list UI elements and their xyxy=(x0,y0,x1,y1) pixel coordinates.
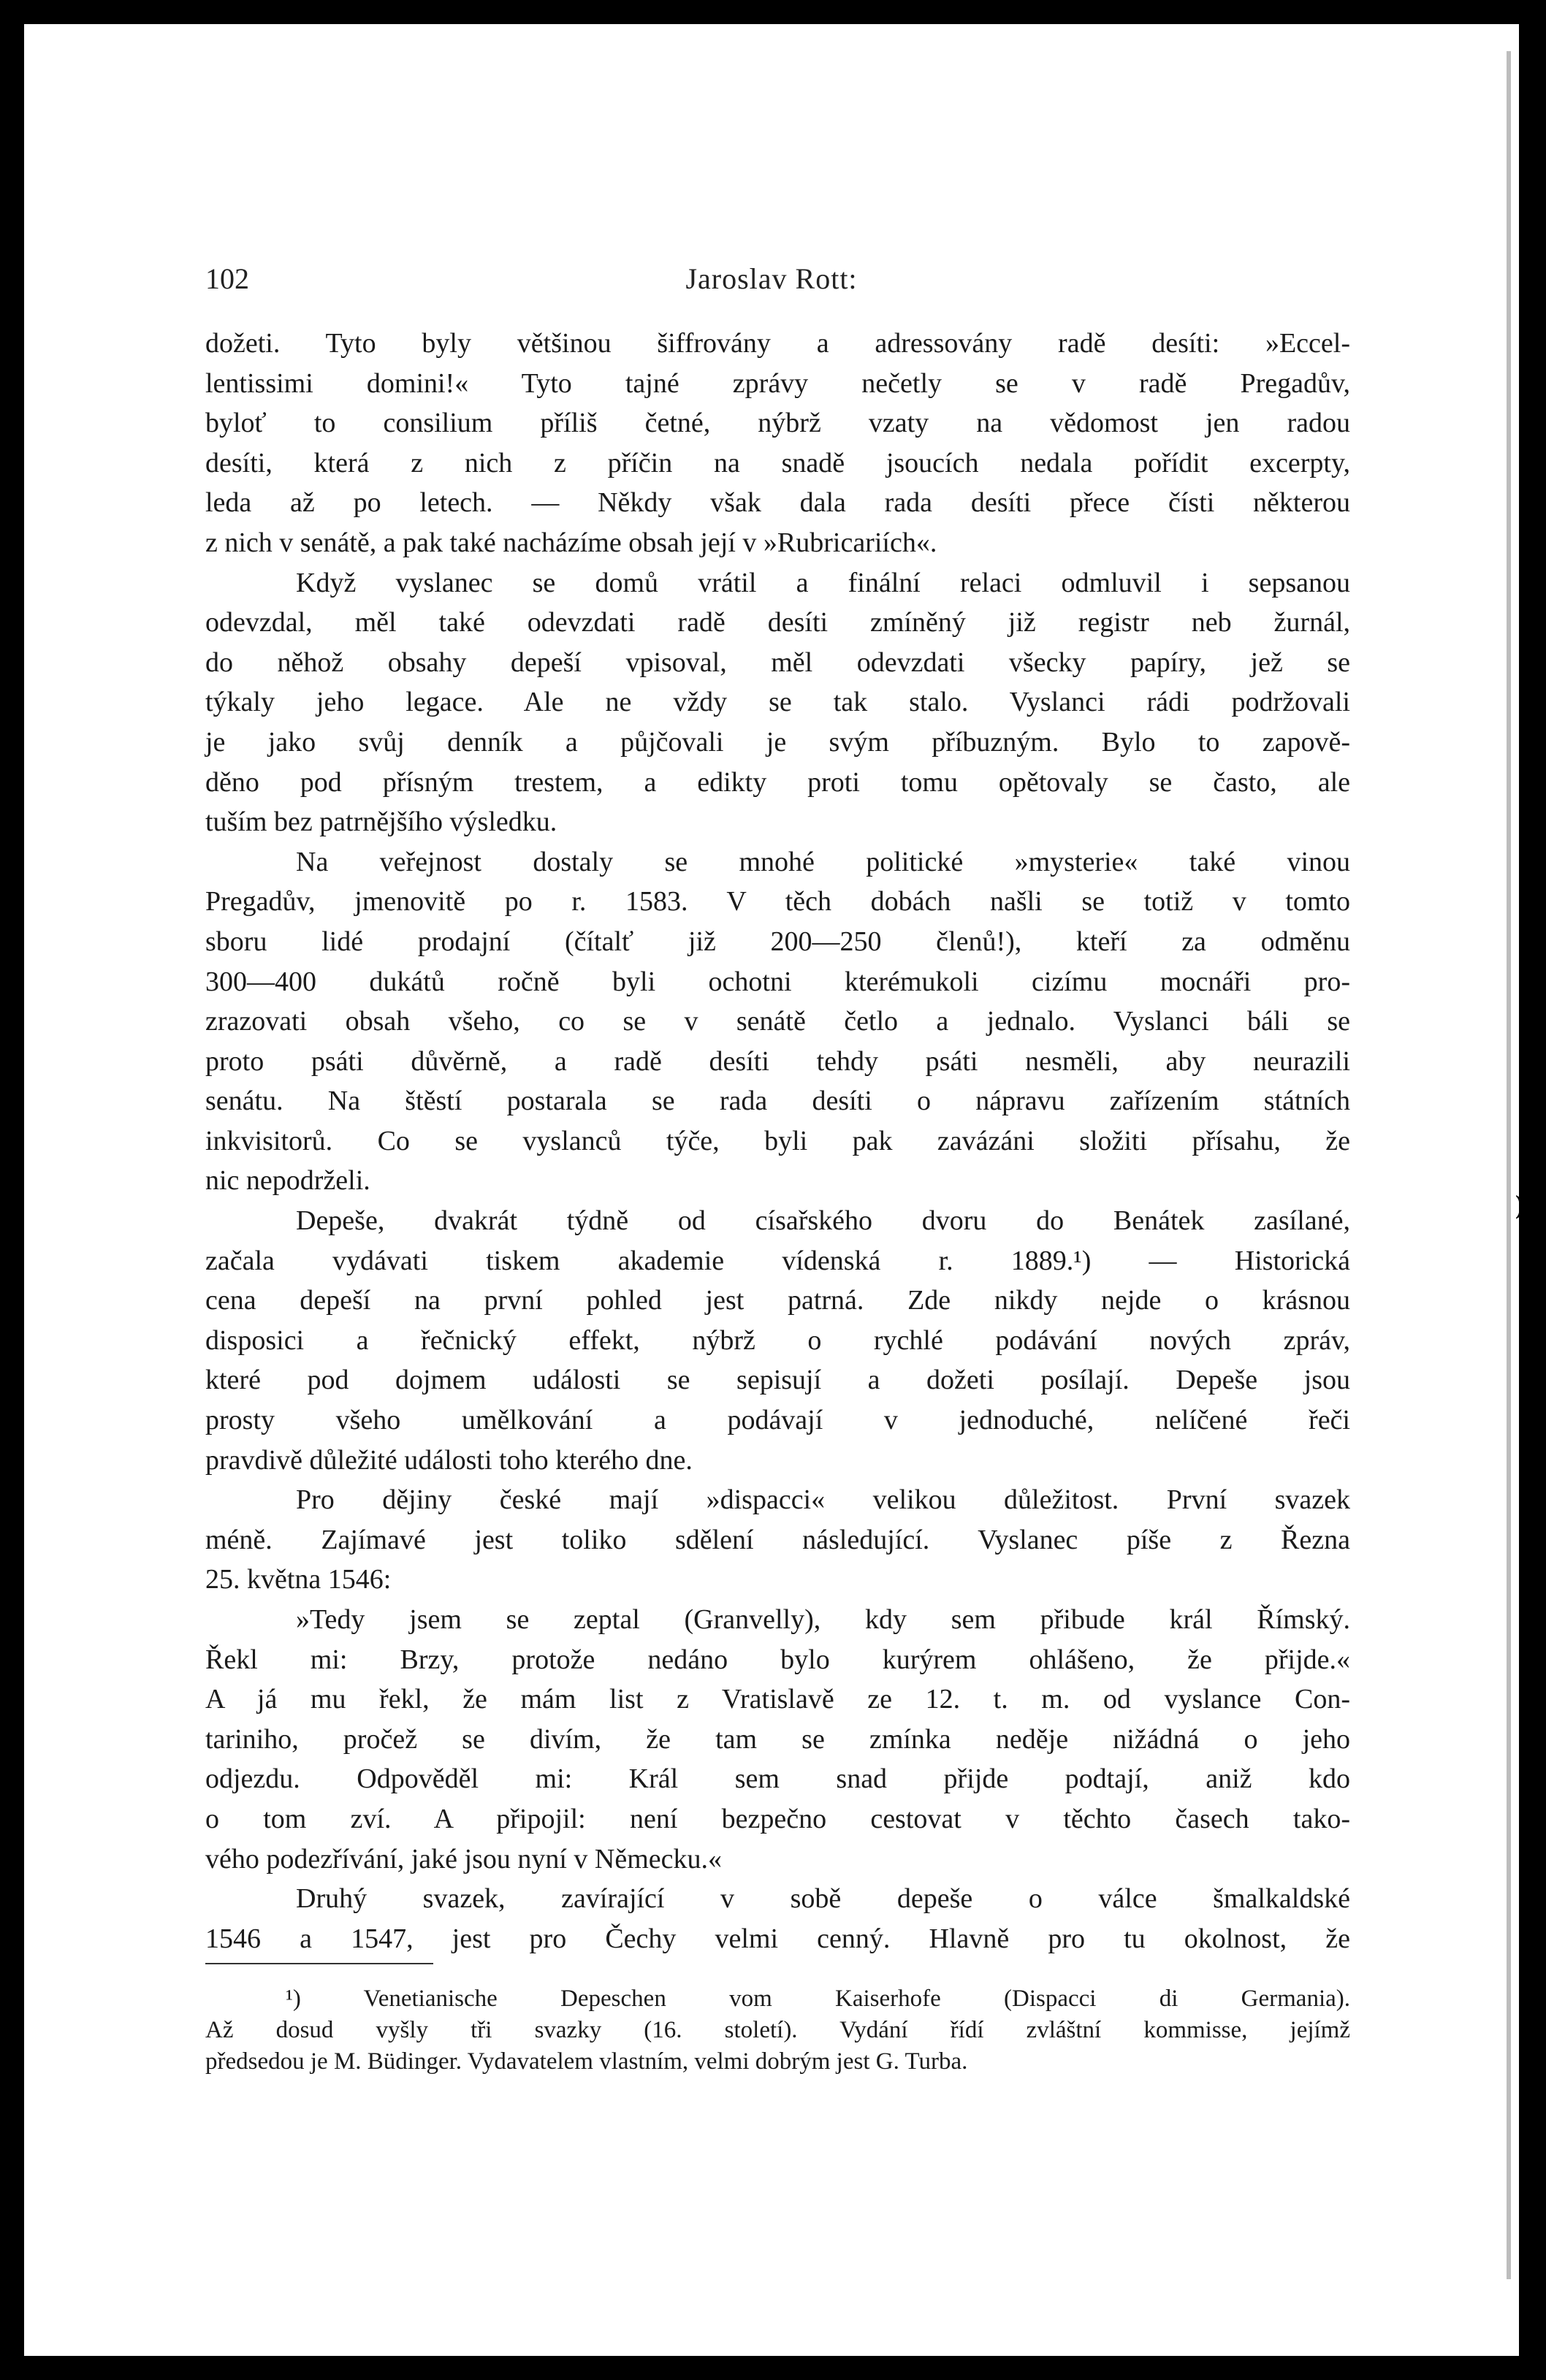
text-line: Depeše, dvakrát týdně od císařského dvoru do Benátek zasílané, xyxy=(296,1205,1350,1237)
text-line: 1546 a 1547, jest pro Čechy velmi cenný. Hlavně pro tu okolnost, že xyxy=(205,1923,1350,1954)
text-line: Pregadův, jmenovitě po r. 1583. V těch dobách našli se totiž v tomto xyxy=(205,886,1350,918)
arrow-mark-icon: ► xyxy=(1515,1893,1542,1922)
text-line: méně. Zajímavé jest toliko sdělení následující. Vyslanec píše z Řezna xyxy=(205,1524,1350,1555)
text-line: Na veřejnost dostaly se mnohé politické »mysterie« také vinou xyxy=(296,846,1350,877)
text-line: A já mu řekl, že mám list z Vratislavě ze 12. t. m. od vyslance Con- xyxy=(205,1684,1350,1715)
text-line: prosty všeho umělkování a podávají v jednoduché, nelíčené řeči xyxy=(205,1405,1350,1436)
text-line: sboru lidé prodajní (čítalť již 200—250 členů!), kteří za odměnu xyxy=(205,926,1350,957)
text-line: desíti, která z nich z příčin na snadě jsoucích nedala pořídit excerpty, xyxy=(205,447,1350,478)
text-line: do něhož obsahy depeší vpisoval, měl odevzdati všecky papíry, jež se xyxy=(205,647,1350,678)
footnote-line: Až dosud vyšly tři svazky (16. století). Vydání řídí zvláštní kommisse, jejímž xyxy=(205,2017,1350,2043)
text-line: cena depeší na první pohled jest patrná. Zde nikdy nejde o krásnou xyxy=(205,1285,1350,1316)
text-line: vého podezřívání, jaké jsou nyní v Německu.« xyxy=(205,1843,723,1874)
text-line: děno pod přísným trestem, a edikty proti tomu opětovaly se často, ale xyxy=(205,766,1350,798)
text-line: Pro dějiny české mají »dispacci« velikou důležitost. První svazek xyxy=(296,1484,1350,1516)
text-line: inkvisitorů. Co se vyslanců týče, byli pak zavázáni složiti přísahu, že xyxy=(205,1125,1350,1156)
text-line: »Tedy jsem se zeptal (Granvelly), kdy sem přibude král Římský. xyxy=(296,1604,1350,1635)
text-line: je jako svůj denník a půjčovali je svým příbuzným. Bylo to zapově- xyxy=(205,726,1350,758)
text-line: odevzdal, měl také odevzdati radě desíti zmíněný již registr neb žurnál, xyxy=(205,607,1350,638)
text-line: disposici a řečnický effekt, nýbrž o rychlé podávání nových zpráv, xyxy=(205,1324,1350,1356)
text-line: Když vyslanec se domů vrátil a finální relaci odmluvil i sepsanou xyxy=(296,567,1350,598)
text-line: které pod dojmem události se sepisují a dožeti posílají. Depeše jsou xyxy=(205,1365,1350,1396)
text-line: lentissimi domini!« Tyto tajné zprávy nečetly se v radě Pregadův, xyxy=(205,367,1350,399)
body-text xyxy=(205,324,1350,1958)
footnote-line: předsedou je M. Büdinger. Vydavatelem vlastním, velmi dobrým jest G. Turba. xyxy=(205,2048,968,2075)
text-line: 300—400 dukátů ročně byli ochotni kterémukoli cizímu mocnáři pro- xyxy=(205,966,1350,997)
text-line: tariniho, pročež se divím, že tam se zmínka neděje nižádná o jeho xyxy=(205,1723,1350,1755)
page-header xyxy=(24,262,1519,305)
text-line: Druhý svazek, zavírající v sobě depeše o válce šmalkaldské xyxy=(296,1883,1350,1915)
text-line: o tom zví. A připojil: není bezpečno cestovat v těchto časech tako- xyxy=(205,1803,1350,1834)
book-page xyxy=(24,24,1519,2356)
text-line: začala vydávati tiskem akademie vídenská r. 1889.¹) — Historická xyxy=(205,1245,1350,1276)
bracket-mark-icon: ) xyxy=(1515,1190,1524,1219)
text-line: nic nepodrželi. xyxy=(205,1165,370,1197)
footnote-rule xyxy=(205,1963,433,1964)
footnote xyxy=(205,1983,1350,2078)
text-line: leda až po letech. — Někdy však dala rada desíti přece čísti některou xyxy=(205,487,1350,519)
page-number: 102 xyxy=(205,262,249,295)
text-line: proto psáti důvěrně, a radě desíti tehdy psáti nesměli, aby neurazili xyxy=(205,1045,1350,1077)
text-line: 25. května 1546: xyxy=(205,1564,392,1595)
text-line: Řekl mi: Brzy, protože nedáno bylo kurýrem ohlášeno, že přijde.« xyxy=(205,1644,1350,1675)
text-line: z nich v senátě, a pak také nacházíme obsah její v »Rubricariích«. xyxy=(205,527,937,558)
footnote-line: ¹) Venetianische Depeschen vom Kaiserhofe (Dispacci di Germania). xyxy=(286,1986,1350,2012)
page-edge-shadow xyxy=(1507,51,1511,2279)
text-line: dožeti. Tyto byly většinou šiffrovány a adressovány radě desíti: »Eccel- xyxy=(205,328,1350,359)
text-line: senátu. Na štěstí postarala se rada desíti o nápravu zařízením státních xyxy=(205,1086,1350,1117)
text-line: pravdivě důležité události toho kterého dne. xyxy=(205,1444,693,1476)
text-line: odjezdu. Odpověděl mi: Král sem snad přijde podtají, aniž kdo xyxy=(205,1763,1350,1795)
text-line: týkaly jeho legace. Ale ne vždy se tak stalo. Vyslanci rádi podržovali xyxy=(205,687,1350,718)
text-line: tuším bez patrnějšího výsledku. xyxy=(205,806,557,838)
text-line: byloť to consilium příliš četné, nýbrž vzaty na vědomost jen radou xyxy=(205,408,1350,439)
text-line: zrazovati obsah všeho, co se v senátě četlo a jednalo. Vyslanci báli se xyxy=(205,1006,1350,1037)
running-head: Jaroslav Rott: xyxy=(685,262,858,295)
